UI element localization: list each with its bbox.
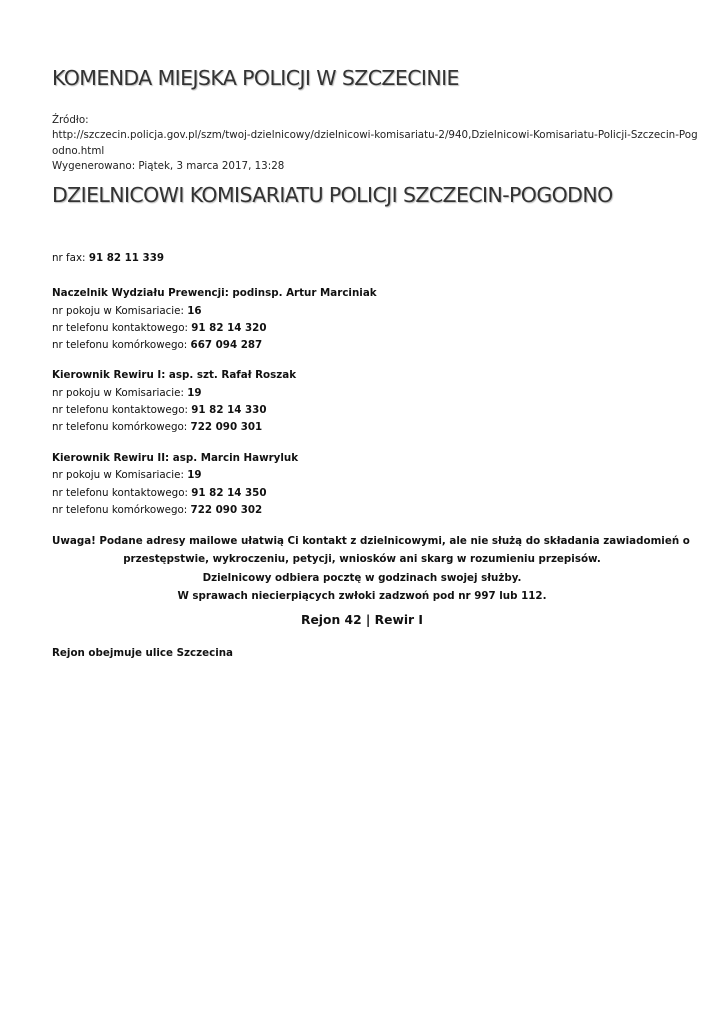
- notice-block: [52, 532, 690, 606]
- contact-mobile-line: [52, 420, 262, 435]
- mobile-number: 667 094 287: [190, 339, 263, 351]
- room-label: nr pokoju w Komisariacie:: [52, 305, 188, 317]
- notice-line: przestępstwie, wykroczeniu, petycji, wniosków ani skarg w rozumieniu przepisów.: [123, 553, 601, 566]
- generated-timestamp: Wygenerowano: Piątek, 3 marca 2017, 13:28: [52, 160, 285, 173]
- room-number: 19: [187, 387, 202, 399]
- source-url-line-2[interactable]: odno.html: [52, 144, 105, 157]
- contact-heading: Naczelnik Wydziału Prewencji: podinsp. Artur Marciniak: [52, 287, 377, 299]
- phone-label: nr telefonu kontaktowego:: [52, 404, 192, 416]
- notice-line: Dzielnicowy odbiera pocztę w godzinach swojej służby.: [202, 571, 522, 584]
- room-number: 19: [187, 469, 202, 481]
- contact-mobile-line: [52, 503, 262, 518]
- fax-number: 91 82 11 339: [88, 252, 165, 264]
- rejon-title: Rejon 42 | Rewir I: [301, 613, 423, 627]
- contact-mobile-line: [52, 338, 262, 353]
- contact-phone-line: [52, 321, 267, 336]
- phone-number: 91 82 14 350: [191, 487, 267, 499]
- room-number: 16: [187, 305, 202, 317]
- phone-label: nr telefonu kontaktowego:: [52, 322, 192, 334]
- notice-line: W sprawach niecierpiących zwłoki zadzwoń pod nr 997 lub 112.: [177, 590, 547, 603]
- phone-number: 91 82 14 330: [191, 404, 267, 416]
- contact-phone-line: [52, 486, 267, 501]
- contact-heading: Kierownik Rewiru II: asp. Marcin Hawryluk: [52, 452, 299, 464]
- source-url-line-1[interactable]: http://szczecin.policja.gov.pl/szm/twoj-dzielnicowy/dzielnicowi-komisariatu-2/940,Dzielnicowi-Komisariatu-Policji-Szczecin-Pog: [52, 129, 698, 142]
- source-label: Źródło:: [52, 114, 89, 126]
- source-info: [52, 113, 698, 175]
- mobile-label: nr telefonu komórkowego:: [52, 421, 191, 433]
- room-label: nr pokoju w Komisariacie:: [52, 469, 188, 481]
- contact-heading: Kierownik Rewiru I: asp. szt. Rafał Roszak: [52, 369, 297, 381]
- phone-number: 91 82 14 320: [191, 322, 267, 334]
- phone-label: nr telefonu kontaktowego:: [52, 487, 192, 499]
- mobile-label: nr telefonu komórkowego:: [52, 504, 191, 516]
- fax-label: nr fax:: [52, 252, 89, 264]
- section-title: DZIELNICOWI KOMISARIATU POLICJI SZCZECIN-POGODNO: [52, 183, 613, 207]
- contact-room-line: [52, 304, 202, 319]
- fax-line: [52, 251, 164, 266]
- contact-phone-line: [52, 403, 267, 418]
- mobile-number: 722 090 301: [190, 421, 263, 433]
- streets-heading: Rejon obejmuje ulice Szczecina: [52, 647, 234, 659]
- mobile-number: 722 090 302: [190, 504, 263, 516]
- mobile-label: nr telefonu komórkowego:: [52, 339, 191, 351]
- notice-line: Uwaga! Podane adresy mailowe ułatwią Ci kontakt z dzielnicowymi, ale nie służą do składania zawiadomień o: [52, 535, 690, 547]
- page-title: KOMENDA MIEJSKA POLICJI W SZCZECINIE: [52, 66, 459, 90]
- contact-room-line: [52, 386, 202, 401]
- contact-room-line: [52, 468, 202, 483]
- room-label: nr pokoju w Komisariacie:: [52, 387, 188, 399]
